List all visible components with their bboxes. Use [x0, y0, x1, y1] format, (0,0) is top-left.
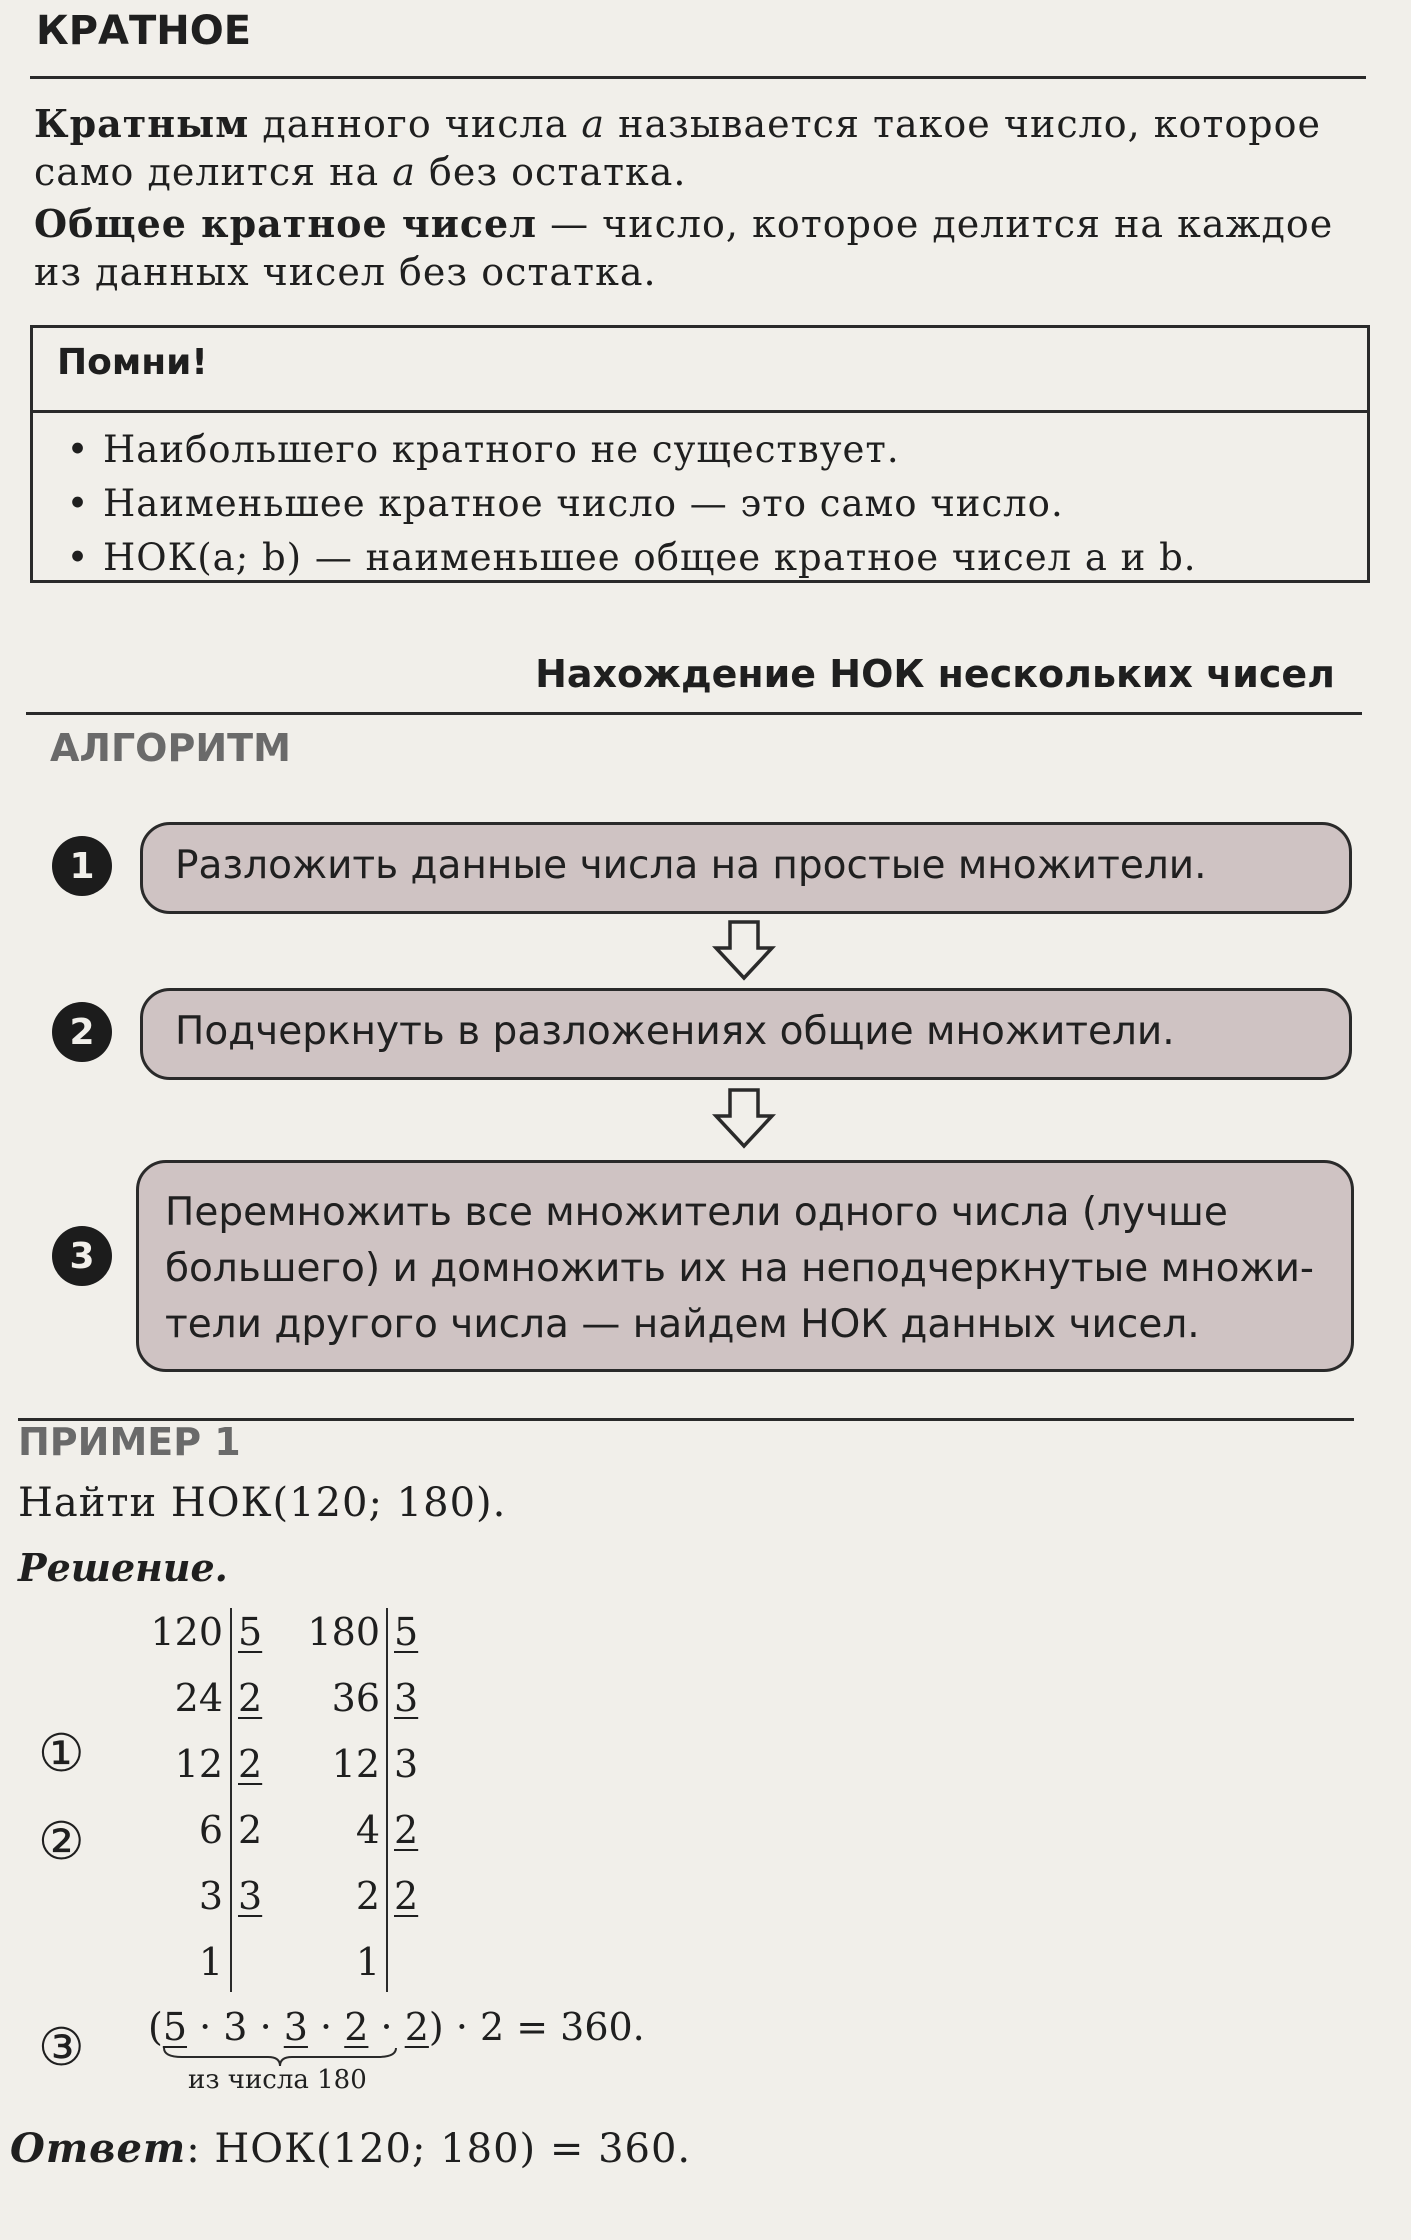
factor: 3: [283, 2005, 308, 2049]
factor-number: 24: [174, 1676, 223, 1720]
factor: 3: [223, 2005, 248, 2049]
step-1-number: 1: [52, 836, 112, 896]
dot: ·: [320, 2005, 333, 2049]
prime-factor: 2: [238, 1808, 263, 1852]
step-3-line: Перемножить все множители одного числа (лучше: [165, 1190, 1228, 1235]
definition-multiple: [34, 100, 1374, 196]
factor: 2: [404, 2005, 429, 2049]
definition-text: без остатка.: [429, 150, 687, 194]
example-task: Найти НОК(120; 180).: [18, 1480, 507, 1526]
step-3-line: тели другого числа — найдем НОК данных чисел.: [165, 1302, 1200, 1347]
factor-number: 1: [198, 1940, 223, 1984]
factor-number: 2: [355, 1874, 380, 1918]
answer: [10, 2125, 691, 2172]
section-title: Нахождение НОК нескольких чисел: [535, 652, 1335, 696]
answer-text: : НОК(120; 180) = 360.: [186, 2126, 692, 2172]
list-item: • Наименьшее кратное число — это само число.: [53, 477, 1197, 531]
step-2-box: [140, 988, 1352, 1080]
prime-factor: 5: [238, 1610, 263, 1654]
step-marker-2: ②: [38, 1812, 85, 1872]
remember-list: [53, 423, 1197, 585]
page-title: КРАТНОЕ: [36, 8, 252, 54]
example-label: ПРИМЕР 1: [18, 1420, 241, 1464]
dot: ·: [380, 2005, 393, 2049]
dot: ·: [199, 2005, 212, 2049]
step-2-text: Подчеркнуть в разложениях общие множители.: [175, 1009, 1175, 1054]
factor: 2: [344, 2005, 369, 2049]
factor-number: 120: [150, 1610, 223, 1654]
remember-box: [30, 325, 1370, 583]
header-rule: [30, 76, 1366, 79]
factor-number: 1: [355, 1940, 380, 1984]
variable-a: a: [392, 150, 416, 194]
division-line: [230, 1608, 232, 1992]
prime-factor: 3: [394, 1742, 419, 1786]
arrow-down-icon: [712, 918, 776, 982]
prime-factor: 3: [394, 1676, 419, 1720]
factor: 5: [162, 2005, 188, 2049]
factor-number: 4: [355, 1808, 380, 1852]
step-3-box: [136, 1160, 1354, 1372]
step-marker-3: ③: [38, 2018, 85, 2078]
factor-number: 12: [174, 1742, 223, 1786]
step-1-box: [140, 822, 1352, 914]
definition-common-multiple: [34, 200, 1374, 296]
term-multiple: Кратным: [34, 101, 250, 146]
list-item: • НОК(a; b) — наименьшее общее кратное чисел a и b.: [53, 531, 1197, 585]
factor-number: 12: [331, 1742, 380, 1786]
factor-number: 180: [307, 1610, 380, 1654]
solution-label: Решение.: [18, 1545, 228, 1590]
definition-text: данного числа: [262, 102, 569, 146]
list-item: • Наибольшего кратного не существует.: [53, 423, 1197, 477]
prime-factor: 3: [238, 1874, 263, 1918]
remember-title: Помни!: [57, 342, 208, 383]
definition-text: называется такое число, которое само делится на: [34, 102, 1322, 194]
brace-note: из числа 180: [188, 2065, 367, 2095]
lcm-expression: [148, 2005, 645, 2049]
variable-a: a: [581, 102, 606, 146]
remember-header: [33, 328, 1367, 413]
answer-label: Ответ: [10, 2125, 187, 2172]
prime-factor: 2: [394, 1808, 419, 1852]
step-2-number: 2: [52, 1002, 112, 1062]
step-marker-1: ①: [38, 1724, 85, 1784]
step-1-text: Разложить данные числа на простые множители.: [175, 843, 1207, 888]
prime-factor: 2: [238, 1676, 263, 1720]
factor-number: 36: [331, 1676, 380, 1720]
prime-factor: 2: [394, 1874, 419, 1918]
division-line: [386, 1608, 388, 1992]
expression-tail: · 2 = 360.: [455, 2005, 645, 2049]
dot: ·: [259, 2005, 272, 2049]
algorithm-label: АЛГОРИТМ: [50, 726, 291, 770]
step-3-line: большего) и домножить их на неподчеркнутые множи-: [165, 1246, 1314, 1291]
term-common-multiple: Общее кратное чисел: [34, 201, 537, 246]
prime-factor: 2: [238, 1742, 263, 1786]
paren: (: [148, 2005, 163, 2049]
paren: ): [428, 2005, 444, 2049]
arrow-down-icon: [712, 1086, 776, 1150]
definition-text: — число, которое делится на каждое из данных чисел без остатка.: [34, 202, 1334, 294]
prime-factor: 5: [394, 1610, 419, 1654]
factor-number: 6: [198, 1808, 223, 1852]
step-3-number: 3: [52, 1226, 112, 1286]
section-rule: [26, 712, 1362, 715]
factor-number: 3: [198, 1874, 223, 1918]
